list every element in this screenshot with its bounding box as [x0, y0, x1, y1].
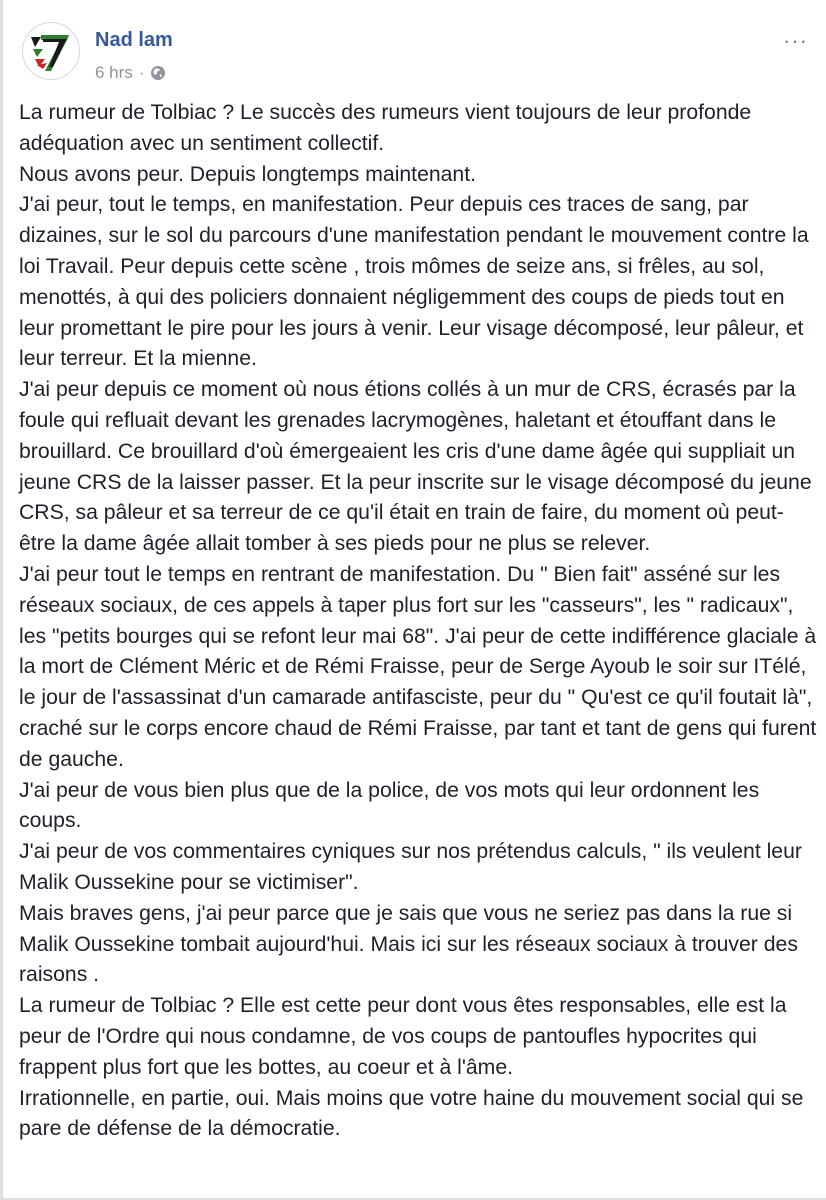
post-header	[22, 22, 826, 94]
post-paragraph: La rumeur de Tolbiac ? Elle est cette peur dont vous êtes responsables, elle est la peur de l'Ordre qui nous condamne, de vos coups de pantoufles hypocrites qui frappent plus fort que les bottes, au coeur et à l'âme.	[19, 994, 787, 1079]
post-paragraph: J'ai peur de vos commentaires cyniques sur nos prétendus calculs, " ils veulent leur Malik Oussekine pour se victimiser".	[19, 840, 802, 894]
avatar-logo-icon	[23, 23, 79, 79]
post-body	[19, 98, 819, 1145]
post-time[interactable]: 6 hrs	[95, 63, 133, 82]
post-paragraph: J'ai peur, tout le temps, en manifestation. Peur depuis ces traces de sang, par dizaines, sur le sol du parcours d'une manifestation pendant le mouvement contre la loi Travail. Peur depuis cette scène , trois mômes de seize ans, si frêles, au sol, menottés, à qui des policiers donnaient négligemment des coups de pieds tout en leur promettant le pire pour les jours à venir. Leur visage décomposé, leur pâleur, et leur terreur. Et la mienne.	[19, 193, 809, 371]
author-name[interactable]: Nad lam	[95, 29, 173, 51]
post-paragraph: J'ai peur de vous bien plus que de la police, de vos mots qui leur ordonnent les coups.	[19, 778, 760, 833]
post-paragraph: J'ai peur tout le temps en rentrant de manifestation. Du " Bien fait" asséné sur les réseaux sociaux, de ces appels à taper plus fort sur les "casseurs", les " radicaux", les "petits bourges qui se refont leur mai 68". J'ai peur de cette indifférence glaciale à la mort de Clément Méric et de Rémi Fraisse, peur de Serge Ayoub le soir sur ITélé, le jour de l'assassinat d'un camarade antifasciste, peur du " Qu'est ce qu'il foutait là", craché sur le corps encore chaud de Rémi Fraisse, par tant et tant de gens qui furent de gauche.	[19, 562, 817, 771]
globe-icon[interactable]	[150, 65, 166, 81]
post-paragraph: Mais braves gens, j'ai peur parce que je sais que vous ne seriez pas dans la rue si Malik Oussekine tombait aujourd'hui. Mais ici sur les réseaux sociaux à trouver des raisons .	[19, 901, 798, 987]
avatar[interactable]	[22, 22, 80, 80]
post-paragraph: La rumeur de Tolbiac ? Le succès des rumeurs vient toujours de leur profonde adéquation avec un sentiment collectif.	[19, 101, 752, 155]
post-paragraph: Nous avons peur. Depuis longtemps maintenant.	[19, 162, 476, 186]
post-meta	[95, 63, 166, 83]
post-paragraph: Irrationnelle, en partie, oui. Mais moins que votre haine du mouvement social qui se pare de défense de la démocratie.	[19, 1086, 804, 1141]
meta-separator: ·	[138, 63, 145, 82]
post-paragraph: J'ai peur depuis ce moment où nous étions collés à un mur de CRS, écrasés par la foule qui refluait devant les grenades lacrymogènes, haletant et étouffant dans le brouillard. Ce brouillard d'où émergeaient les cris d'une dame âgée qui suppliait un jeune CRS de la laisser passer. Et la peur inscrite sur le visage décomposé du jeune CRS, sa pâleur et sa terreur de ce qu'il était en train de faire, du moment où peut-être la dame âgée allait tomber à ses pieds pour ne plus se relever.	[19, 378, 812, 556]
card-left-border	[0, 0, 3, 1200]
more-options-icon[interactable]: ···	[783, 28, 808, 53]
